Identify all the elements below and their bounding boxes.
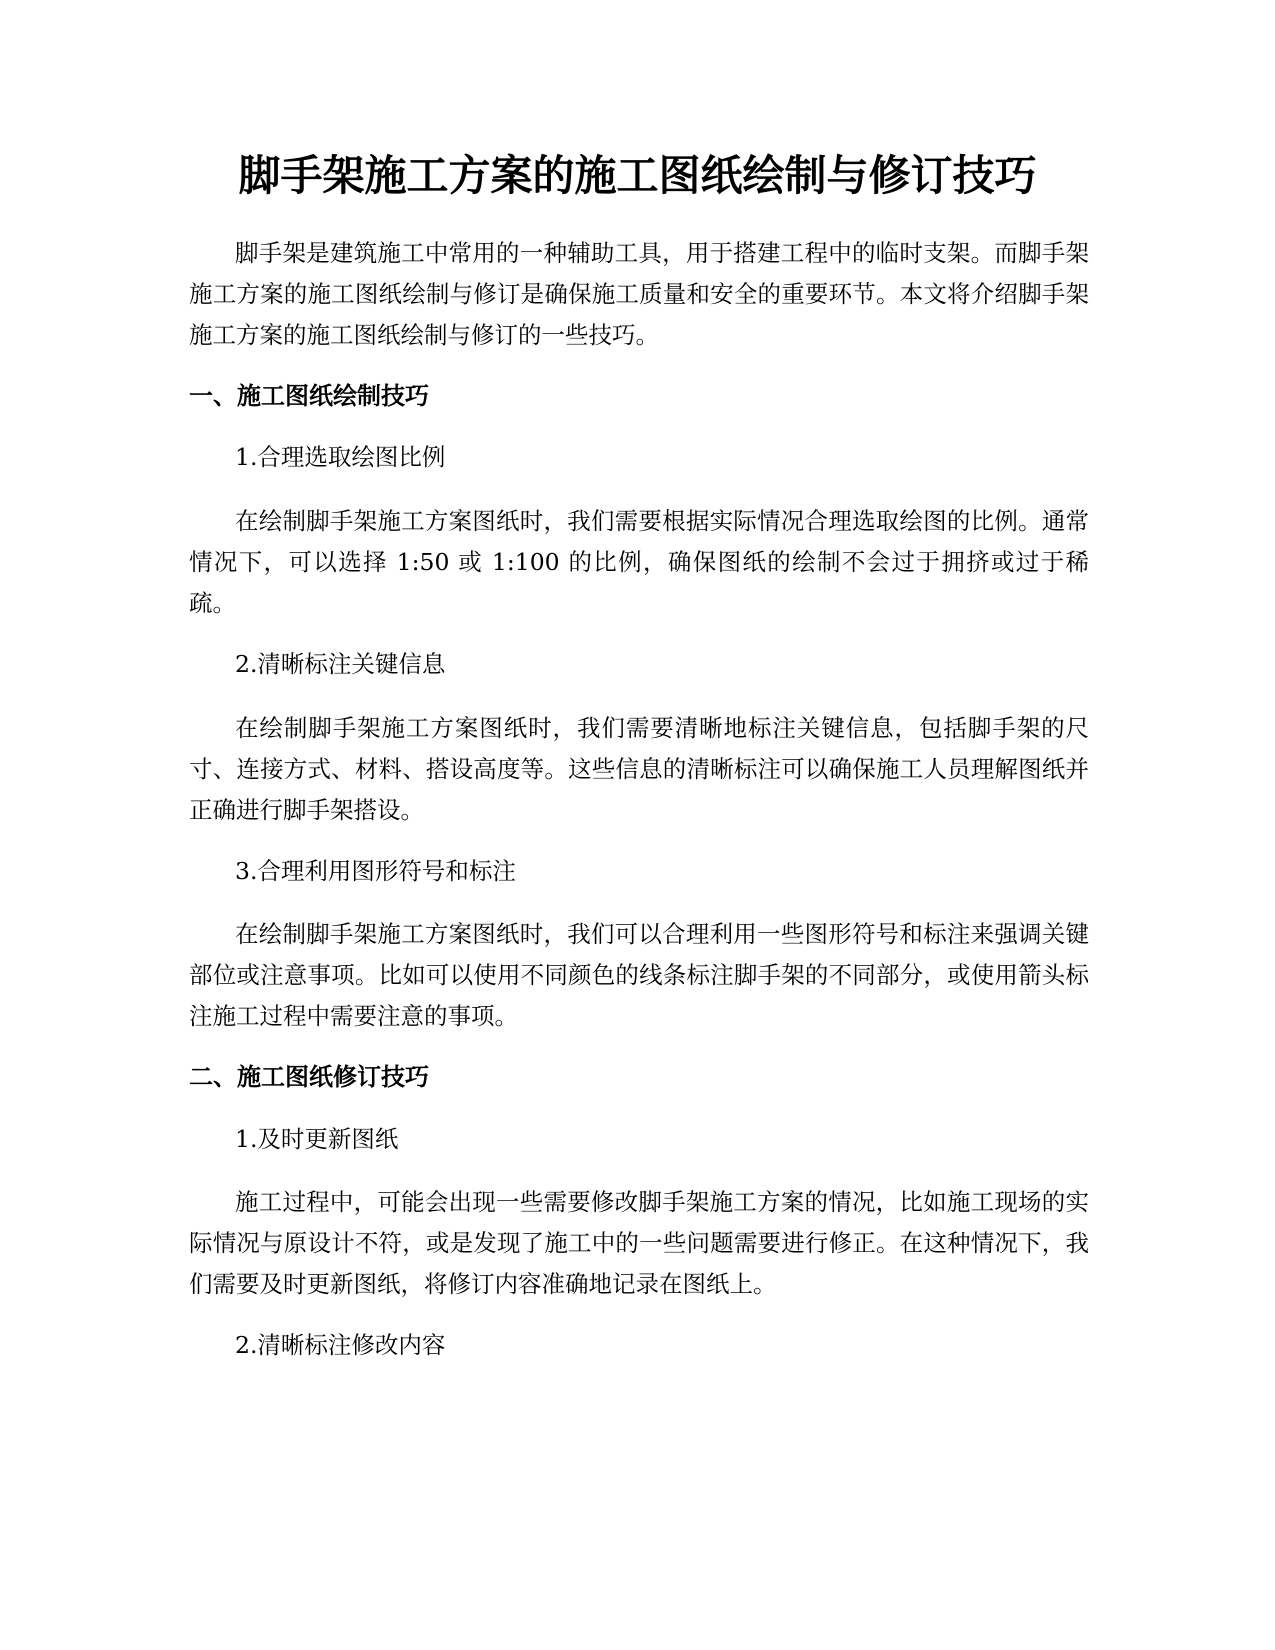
subheading-mark-changes: 2.清晰标注修改内容 [235,1331,446,1359]
subheading-key-info: 2.清晰标注关键信息 [235,650,446,678]
paragraph-symbols: 在绘制脚手架施工方案图纸时，我们可以合理利用一些图形符号和标注来强调关键部位或注意事项。比如可以使用不同颜色的线条标注脚手架的不同部分，或使用箭头标注施工过程中需要注意的事项。 [189,920,1089,1030]
subheading-scale: 1.合理选取绘图比例 [235,443,446,471]
document-title: 脚手架施工方案的施工图纸绘制与修订技巧 [238,151,1037,200]
section-heading-drawing: 一、施工图纸绘制技巧 [189,382,429,410]
intro-paragraph: 脚手架是建筑施工中常用的一种辅助工具，用于搭建工程中的临时支架。而脚手架施工方案的施工图纸绘制与修订是确保施工质量和安全的重要环节。本文将介绍脚手架施工方案的施工图纸绘制与修订的一些技巧。 [189,239,1089,349]
subheading-update: 1.及时更新图纸 [235,1125,399,1153]
subheading-symbols: 3.合理利用图形符号和标注 [235,857,516,885]
paragraph-scale: 在绘制脚手架施工方案图纸时，我们需要根据实际情况合理选取绘图的比例。通常情况下，可以选择 1:50 或 1:100 的比例，确保图纸的绘制不会过于拥挤或过于稀疏。 [189,507,1089,617]
paragraph-key-info: 在绘制脚手架施工方案图纸时，我们需要清晰地标注关键信息，包括脚手架的尺寸、连接方式、材料、搭设高度等。这些信息的清晰标注可以确保施工人员理解图纸并正确进行脚手架搭设。 [189,714,1089,824]
section-heading-revision: 二、施工图纸修订技巧 [189,1063,429,1091]
paragraph-update: 施工过程中，可能会出现一些需要修改脚手架施工方案的情况，比如施工现场的实际情况与原设计不符，或是发现了施工中的一些问题需要进行修正。在这种情况下，我们需要及时更新图纸，将修订内容准确地记录在图纸上。 [189,1188,1089,1298]
